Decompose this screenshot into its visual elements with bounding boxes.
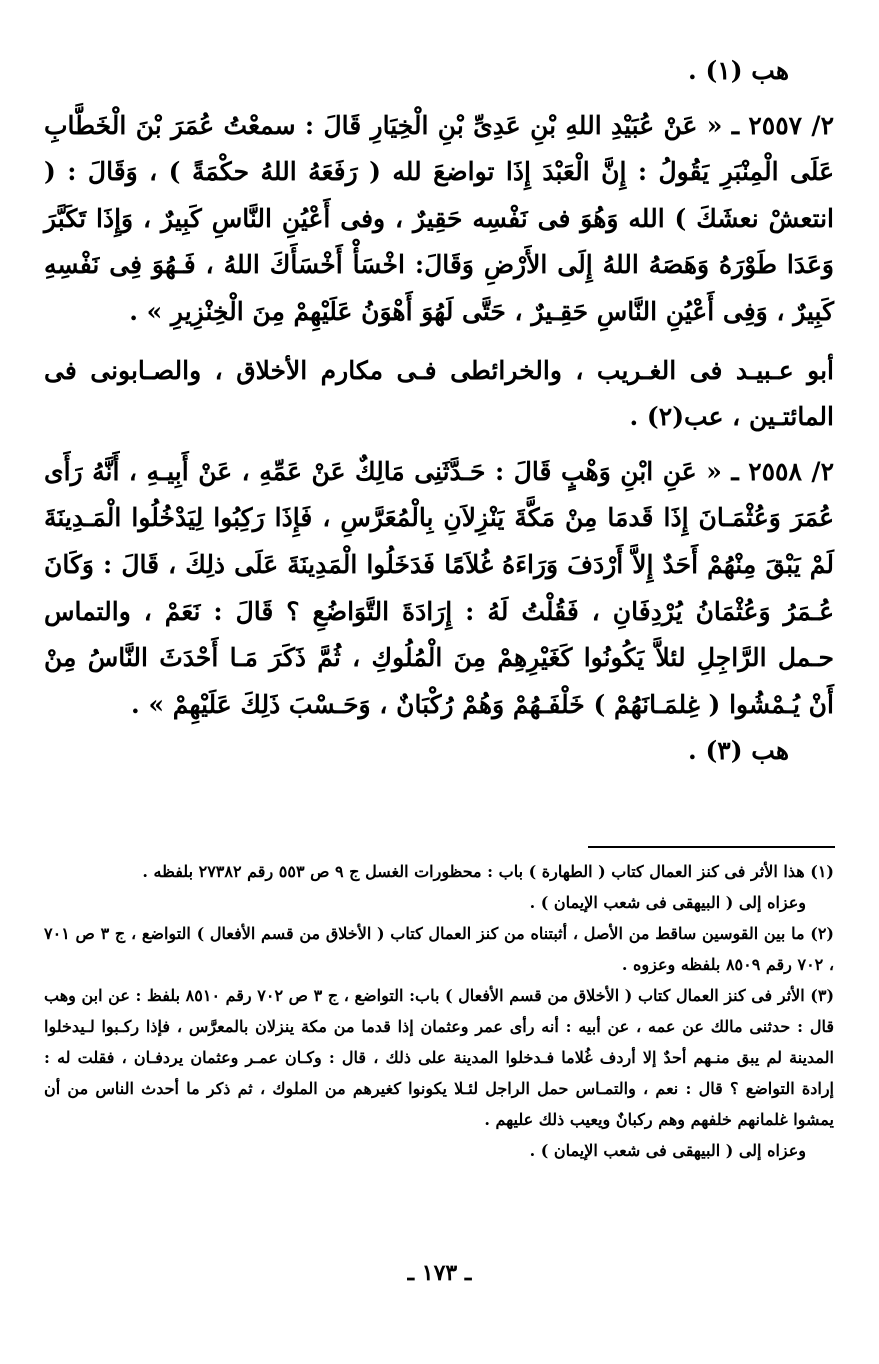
reference-1: هب (١) . [688,56,789,85]
footnotes [44,856,834,1166]
footnote-1: (١) هذا الأثر فى كنز العمال كتاب ( الطهارة ) باب : محظورات الغسل ج ٩ ص ٥٥٣ رقم ٢٧٣٨٢ بلفظه . [142,862,834,881]
footnote-divider [588,846,835,848]
page-number: ـ ١٧٣ ـ [407,1260,472,1286]
hadith-2558: ٢/ ٢٥٥٨ ـ « عَنِ ابْنِ وَهْبٍ قَالَ : حَـدَّثَنِى مَالِكٌ عَنْ عَمِّهِ ، عَنْ أَبِيـهِ ، أَنَّهُ رَأَى عُمَرَ وَعُثْمَـانَ إِذَا قَدمَا مِنْ مَكَّةَ يَنْزِلاَنِ بِالْمُعَرَّسِ ، فَإِذَا رَكِبُوا لِيَدْخُلُوا الْمَـدِينَةَ لَمْ يَبْقَ مِنْهُمْ أَحَدٌ إِلاَّ أَرْدَفَ وَرَاءَهُ غُلاَمًا فَدَخَلُوا الْمَدِينَةَ عَلَى ذلِكَ ، قَالَ : وَكَانَ عُـمَرُ وَعُثْمَانُ يُرْدِفَانِ ، فَقُلْتُ لَهُ : إِرَادَةَ التَّوَاضُعِ ؟ قَالَ : نَعَمْ ، والتماس حـمل الرَّاجِلِ لئلاَّ يَكُونُوا كَغَيْرِهِمْ مِنَ الْمُلُوكِ ، ثُمَّ ذَكَرَ مَـا أَحْدَثَ النَّاسُ مِنْ أَنْ يُـمْشُوا ( غِلمَـانَهُمْ ) خَلْفَـهُمْ وَهُمْ رُكْبَانٌ ، وَحَـسْبَ ذَلِكَ عَلَيْهِمْ » . [44,456,834,719]
footnote-1-continuation: وعزاه إلى ( البيهقى فى شعب الإيمان ) . [529,893,806,912]
main-text [44,48,834,775]
source-2557: أبو عـبيـد فى الغـريب ، والخرائطى فـى مكارم الأخلاق ، والصـابونى فى المائتـين ، عب(٢) . [44,355,834,432]
footnote-3-continuation: وعزاه إلى ( البيهقى فى شعب الإيمان ) . [529,1141,806,1160]
hadith-2557: ٢/ ٢٥٥٧ ـ « عَنْ عُبَيْدِ اللهِ بْنِ عَدِىِّ بْنِ الْخِيَارِ قَالَ : سمعْتُ عُمَرَ بْنَ الْخَطَّابِ عَلَى الْمِنْبَرِ يَقُولُ : إِنَّ الْعَبْدَ إِذَا تواضعَ لله ( رَفَعَهُ اللهُ حكْمَةً ) ، وَقَالَ : ( انتعشْ نعشَكَ ) الله وَهُوَ فى نَفْسِه حَقِيرٌ ، وفى أَعْيُنِ النَّاسِ كَبِيرٌ ، وَإِذَا تَكَبَّرَ وَعَدَا طَوْرَهُ وَهَصَهُ اللهُ إِلَى الأَرْضِ وَقَالَ: اخْسَأْ أَخْسَأَكَ اللهُ ، فَـهُوَ فِى نَفْسِهِ كَبِيرٌ ، وَفِى أَعْيُنِ النَّاسِ حَقِـيرٌ ، حَتَّى لَهُوَ أَهْوَنُ عَلَيْهِمْ مِنَ الْخِنْزِيرِ » . [44,110,835,326]
reference-3: هب (٣) . [688,736,789,766]
footnote-2: (٢) ما بين القوسين ساقط من الأصل ، أثبتناه من كنز العمال كتاب ( الأخلاق من قسم الأفعال ) التواضع ، ج ٣ ص ٧٠١ ، ٧٠٢ رقم ٨٥٠٩ بلفظه وعزوه . [44,924,834,974]
footnote-3: (٣) الأثر فى كنز العمال كتاب ( الأخلاق من قسم الأفعال ) باب: التواضع ، ج ٣ ص ٧٠٢ رقم ٨٥١٠ بلفظ : عن ابن وهب قال : حدثنى مالك عن عمه ، عن أبيه : أنه رأى عمر وعثمان إذا قدما من مكة ينزلان بالمعرَّس ، فإذا ركـبوا لـيدخلوا المدينة لم يبق منـهم أحدٌ إلا أردف غُلاما فـدخلوا المدينة على ذلك ، قال : وكـان عمـر وعثمان يردفـان ، فقلت له : إرادة التواضع ؟ قال : نعم ، والتمـاس حمل الراجل لئـلا يكونوا كغيرهم من الملوك ، ثم ذكر ما أحدث الناس من أن يمشوا غلمانهم خلفهم وهم ركبانٌ ويعيب ذلك عليهم . [44,986,835,1129]
